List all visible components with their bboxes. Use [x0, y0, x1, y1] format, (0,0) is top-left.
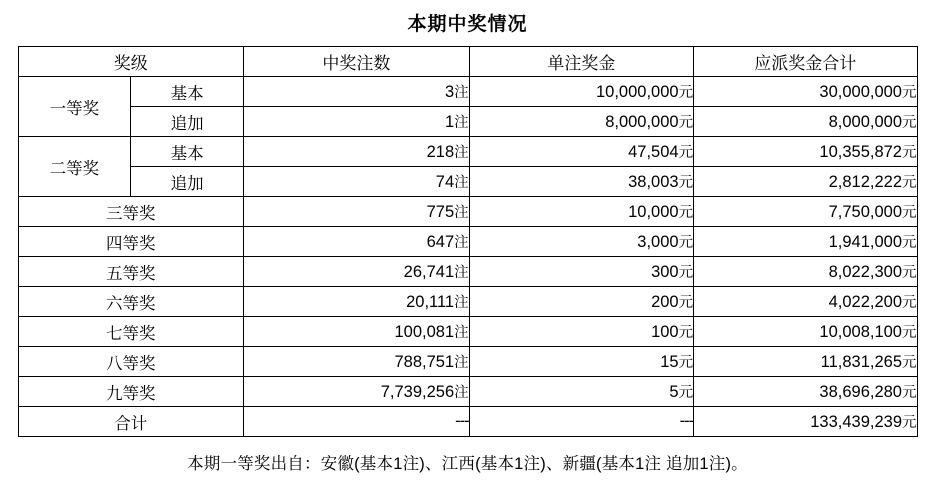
unit-zhu: 注 — [454, 175, 469, 191]
unit-yuan: 元 — [902, 205, 917, 221]
total-prize: 8,022,300元 — [694, 257, 917, 287]
unit-zhu: 注 — [454, 85, 469, 101]
unit-yuan: 元 — [902, 295, 917, 311]
grade-label: 三等奖 — [18, 197, 244, 227]
grade-label: 一等奖 — [18, 77, 131, 137]
unit-yuan: 元 — [902, 355, 917, 371]
header-total-prize: 应派奖金合计 — [694, 47, 917, 77]
per-prize: 3,000元 — [469, 227, 693, 257]
total-prize: 4,022,200元 — [694, 287, 917, 317]
winning-count: 218注 — [244, 137, 470, 167]
header-grade: 奖级 — [18, 47, 244, 77]
table-header-row — [18, 47, 917, 77]
unit-yuan: 元 — [902, 175, 917, 191]
unit-yuan: 元 — [678, 295, 694, 311]
winning-count: 7,739,256注 — [244, 377, 470, 407]
per-prize: 10,000,000元 — [469, 77, 693, 107]
winning-count: 3注 — [244, 77, 470, 107]
header-count: 中奖注数 — [244, 47, 470, 77]
table-row — [18, 377, 917, 407]
per-prize: 200元 — [469, 287, 693, 317]
total-prize: 38,696,280元 — [694, 377, 917, 407]
summary-per-prize: --- — [469, 407, 693, 437]
unit-zhu: 注 — [454, 265, 469, 281]
total-prize: 8,000,000元 — [694, 107, 917, 137]
table-row — [18, 347, 917, 377]
unit-yuan: 元 — [902, 85, 917, 101]
unit-zhu: 注 — [454, 115, 469, 131]
winning-count: 1注 — [244, 107, 470, 137]
grade-label: 二等奖 — [18, 137, 131, 197]
unit-yuan: 元 — [902, 235, 917, 251]
table-row — [18, 317, 917, 347]
prize-table — [18, 46, 918, 437]
grade-label: 七等奖 — [18, 317, 244, 347]
grade-label: 六等奖 — [18, 287, 244, 317]
unit-zhu: 注 — [454, 235, 469, 251]
unit-yuan: 元 — [678, 385, 694, 401]
total-prize: 2,812,222元 — [694, 167, 917, 197]
per-prize: 300元 — [469, 257, 693, 287]
table-row — [18, 227, 917, 257]
unit-yuan: 元 — [902, 265, 917, 281]
per-prize: 5元 — [469, 377, 693, 407]
per-prize: 38,003元 — [469, 167, 693, 197]
total-prize: 30,000,000元 — [694, 77, 917, 107]
per-prize: 10,000元 — [469, 197, 693, 227]
footnote: 本期一等奖出自：安徽(基本1注)、江西(基本1注)、新疆(基本1注 追加1注)。 — [187, 455, 748, 473]
unit-zhu: 注 — [454, 385, 469, 401]
unit-yuan: 元 — [902, 325, 917, 341]
winning-count: 20,111注 — [244, 287, 470, 317]
per-prize: 8,000,000元 — [469, 107, 693, 137]
winning-count: 647注 — [244, 227, 470, 257]
grade-sub-label: 基本 — [131, 77, 244, 107]
unit-yuan: 元 — [902, 415, 917, 431]
total-prize: 10,355,872元 — [694, 137, 917, 167]
winning-count: 775注 — [244, 197, 470, 227]
summary-label: 合计 — [18, 407, 244, 437]
unit-yuan: 元 — [678, 235, 694, 251]
grade-sub-label: 追加 — [131, 167, 244, 197]
winning-count: 74注 — [244, 167, 470, 197]
grade-label: 五等奖 — [18, 257, 244, 287]
unit-yuan: 元 — [678, 175, 694, 191]
total-prize: 7,750,000元 — [694, 197, 917, 227]
unit-yuan: 元 — [678, 85, 694, 101]
grade-label: 九等奖 — [18, 377, 244, 407]
grade-label: 八等奖 — [18, 347, 244, 377]
grade-sub-label: 基本 — [131, 137, 244, 167]
unit-zhu: 注 — [454, 205, 469, 221]
table-row — [18, 167, 917, 197]
unit-yuan: 元 — [678, 265, 694, 281]
unit-yuan: 元 — [678, 325, 694, 341]
unit-yuan: 元 — [902, 145, 917, 161]
unit-yuan: 元 — [902, 385, 917, 401]
unit-yuan: 元 — [678, 145, 694, 161]
per-prize: 100元 — [469, 317, 693, 347]
table-row — [18, 257, 917, 287]
unit-yuan: 元 — [902, 115, 917, 131]
table-row — [18, 287, 917, 317]
total-prize: 11,831,265元 — [694, 347, 917, 377]
winning-count: 788,751注 — [244, 347, 470, 377]
total-prize: 1,941,000元 — [694, 227, 917, 257]
page-title: 本期中奖情况 — [407, 14, 528, 35]
total-prize: 10,008,100元 — [694, 317, 917, 347]
per-prize: 47,504元 — [469, 137, 693, 167]
per-prize: 15元 — [469, 347, 693, 377]
summary-count: --- — [244, 407, 470, 437]
winning-count: 26,741注 — [244, 257, 470, 287]
unit-zhu: 注 — [454, 325, 469, 341]
header-per-prize: 单注奖金 — [469, 47, 693, 77]
grade-label: 四等奖 — [18, 227, 244, 257]
table-row — [18, 77, 917, 107]
unit-zhu: 注 — [454, 295, 469, 311]
table-summary-row — [18, 407, 917, 437]
winning-count: 100,081注 — [244, 317, 470, 347]
unit-yuan: 元 — [678, 205, 694, 221]
table-row — [18, 197, 917, 227]
summary-total-prize: 133,439,239元 — [694, 407, 917, 437]
table-row — [18, 137, 917, 167]
grade-sub-label: 追加 — [131, 107, 244, 137]
unit-yuan: 元 — [678, 355, 694, 371]
table-row — [18, 107, 917, 137]
unit-zhu: 注 — [454, 355, 469, 371]
unit-zhu: 注 — [454, 145, 469, 161]
unit-yuan: 元 — [678, 115, 694, 131]
